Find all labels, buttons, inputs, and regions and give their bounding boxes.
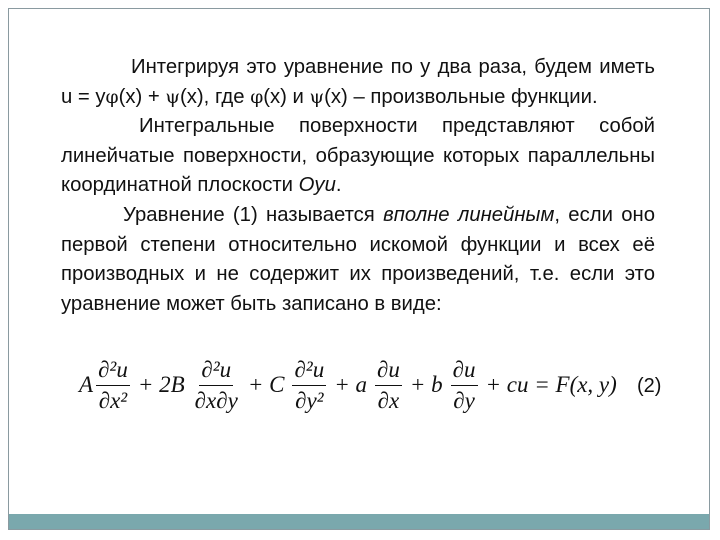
p1-text-e: (x) – произвольные функции. (324, 85, 598, 108)
fraction-du-dx (375, 357, 402, 414)
plane-name: Oyu (298, 174, 336, 197)
p2-text-a: Интегральные поверхности представляют собой линейчатые поверхности, образующие которых параллельны координатной плоскости (61, 115, 655, 197)
slide-text (61, 53, 655, 319)
slide (8, 8, 710, 530)
numerator: ∂²u (199, 357, 233, 386)
numerator: ∂u (375, 357, 402, 386)
fraction-du-dy (451, 357, 478, 414)
term-2B: + 2B (137, 372, 185, 397)
denominator: ∂x∂y (194, 387, 238, 413)
phi-symbol: φ (250, 86, 264, 108)
term-fully-linear: вполне линейным (383, 203, 555, 226)
bottom-bar (9, 514, 709, 529)
p1-text-d: (x) и (263, 85, 310, 108)
psi-symbol: ψ (309, 86, 325, 108)
p3-text-a: Уравнение (1) называется (123, 203, 384, 226)
equation-number: (2) (637, 375, 662, 397)
term-a: + a (334, 372, 367, 397)
p2-text-c: . (335, 174, 342, 197)
coef-A: A (79, 372, 94, 397)
paragraph-linear (61, 201, 655, 319)
denominator: ∂y (453, 387, 475, 413)
fraction-d2u-dxdy (193, 357, 240, 414)
fraction-d2u-dy2 (292, 357, 326, 414)
denominator: ∂x (377, 387, 400, 413)
numerator: ∂u (451, 357, 478, 386)
term-b: + b (409, 372, 443, 397)
p1-text-b: (x) + (118, 85, 166, 108)
term-C: + C (247, 372, 285, 397)
p1-text-a: Интегрируя это уравнение по y два раза, будем иметь u = y (61, 56, 655, 108)
numerator: ∂²u (96, 357, 130, 386)
denominator: ∂y² (295, 387, 324, 413)
psi-symbol: ψ (165, 86, 181, 108)
phi-symbol: φ (105, 86, 119, 108)
denominator: ∂x² (98, 387, 128, 413)
p1-text-c: (x), где (180, 85, 251, 108)
numerator: ∂²u (292, 357, 326, 386)
p3-text-c: , если оно первой степени относительно искомой функции и всех её производных и не содержит их произведений, т.е. если это уравнение может быть записано в виде: (61, 203, 655, 315)
fraction-d2u-dx2 (96, 357, 130, 414)
paragraph-surfaces (61, 112, 655, 201)
paragraph-integration (61, 53, 655, 112)
equation-2 (79, 349, 622, 421)
term-cu-equals-F: + cu = F(x, y) (485, 372, 617, 397)
